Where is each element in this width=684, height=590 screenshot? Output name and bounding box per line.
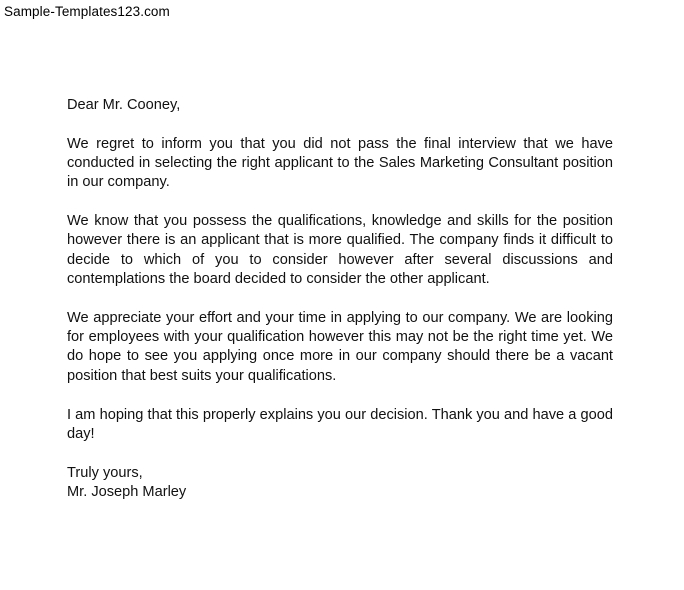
letter-salutation: Dear Mr. Cooney,	[67, 97, 181, 113]
letter-paragraph-3: We appreciate your effort and your time in applying to our company. We are looking for employees with your qualification however this may not be the right time yet. We do hope to see you applying once more in our company should there be a vacant position that best suits your qualifications.	[67, 309, 613, 384]
letter-paragraph-1: We regret to inform you that you did not pass the final interview that we have conducted in selecting the right applicant to the Sales Marketing Consultant position in our company.	[67, 135, 613, 191]
letter-paragraph-2: We know that you possess the qualifications, knowledge and skills for the position however there is an applicant that is more qualified. The company finds it difficult to decide to which of you to consider however after several discussions and contemplations the board decided to consider the other applicant.	[67, 213, 613, 288]
letter-signature: Mr. Joseph Marley	[67, 483, 187, 500]
site-watermark: Sample-Templates123.com	[4, 4, 170, 19]
letter-paragraph-4: I am hoping that this properly explains you our decision. Thank you and have a good day!	[67, 406, 613, 442]
letter-body	[67, 96, 613, 502]
letter-closing: Truly yours,	[67, 464, 143, 481]
